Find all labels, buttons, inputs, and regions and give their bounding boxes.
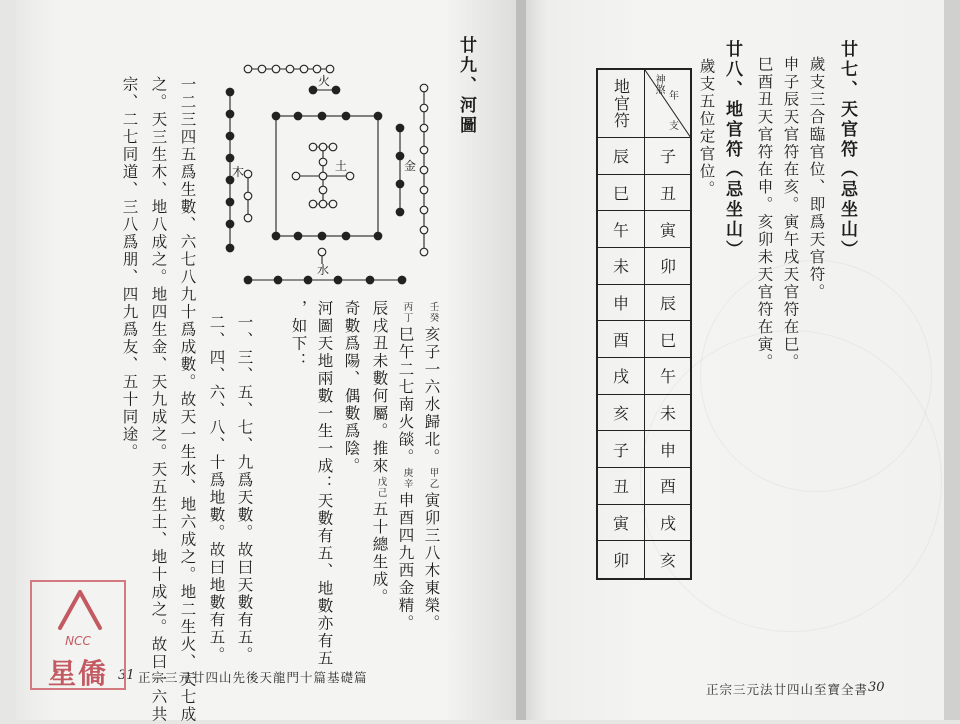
hetu-diagram (218, 52, 450, 294)
hetu-label-fire: 火 (318, 74, 331, 88)
stacked-chars: 庚 辛 (403, 468, 416, 490)
table-value-cell: 酉 (598, 321, 644, 358)
table-year-cell: 卯 (645, 248, 691, 285)
section-28-heading: 廿八、地官符（忌坐山） (722, 40, 742, 260)
table-year-cell: 未 (645, 395, 691, 432)
table-year-cell: 酉 (645, 468, 691, 505)
text-column-10: 之。天三生木、地八成之。地四生金、天九成之。天五生土、地十成之。故曰一六共 (149, 76, 168, 724)
text-column-9: 一二三四五爲生數、六七八九十爲成數。故天一生水、地六成之。地二生火、天七成 (178, 76, 197, 724)
section-27-heading: 廿七、天官符（忌坐山） (837, 40, 857, 260)
section-27-line-1: 歲支三合臨官位、即爲天官符。 (807, 56, 826, 301)
stacked-chars: 丙 丁 (403, 302, 416, 324)
text-column-1: 壬 癸 亥子一六水歸北。 甲 乙 寅卯三八木東榮。 (422, 302, 442, 632)
table-value-cell: 辰 (598, 138, 644, 175)
left-page-number: 31 (118, 668, 135, 683)
hetu-label-wood: 木 (232, 165, 245, 179)
right-page-number: 30 (868, 680, 885, 695)
table-header-cell: 神煞 年 支 (645, 70, 691, 138)
table-value-cell: 巳 (598, 175, 644, 212)
table-value-cell: 戌 (598, 358, 644, 395)
table-row-label: 地官符 (598, 70, 644, 138)
stacked-chars: 戊 己 (377, 477, 390, 499)
triangle-logo-icon (54, 588, 106, 632)
table-value-cell: 申 (598, 285, 644, 322)
hetu-label-metal: 金 (404, 159, 417, 173)
table-value-cell: 子 (598, 431, 644, 468)
earth-official-talisman-table (596, 68, 692, 580)
section-29-heading: 廿九、河圖 (456, 36, 476, 136)
table-year-cell: 寅 (645, 211, 691, 248)
table-branch-column (645, 70, 691, 578)
hetu-label-earth: 土 (335, 159, 348, 173)
text-column-5: 河圖天地兩數一生一成：天數有五、地數亦有五 (315, 300, 334, 668)
ncc-watermark-logo: NCC 星僑 (30, 580, 126, 690)
section-27-line-3: 巳酉丑天官符在申。亥卯未天官符在寅。 (755, 56, 774, 371)
table-value-cell: 未 (598, 248, 644, 285)
table-value-cell: 午 (598, 211, 644, 248)
table-value-cell: 寅 (598, 505, 644, 542)
table-year-cell: 巳 (645, 321, 691, 358)
table-year-cell: 戌 (645, 505, 691, 542)
text-column-7: 一、三、五、七、九爲天數。故曰天數有五。 (235, 314, 254, 664)
text-column-3: 辰戌丑未數何屬。推來 戊 己 五十總生成。 (370, 300, 390, 606)
text-column-4: 奇數爲陽、偶數爲陰。 (342, 300, 361, 475)
text-column-6: ，如下： (289, 300, 308, 370)
table-year-cell: 午 (645, 358, 691, 395)
stacked-chars: 壬 癸 (429, 302, 442, 324)
table-value-cell: 丑 (598, 468, 644, 505)
text-column-8: 二、四、六、八、十爲地數。故曰地數有五。 (207, 314, 226, 664)
left-running-footer: 正宗三元廿四山先後天龍門十篇基礎篇 (138, 670, 368, 685)
text-column-11: 宗、二七同道、三八爲朋、四九爲友、五十同途。 (120, 76, 139, 461)
right-running-footer: 正宗三元法廿四山至寶全書 (706, 682, 869, 697)
page-edge (944, 0, 960, 720)
book-gutter (516, 0, 526, 720)
section-27-line-2: 申子辰天官符在亥。寅午戌天官符在巳。 (781, 56, 800, 371)
hetu-label-water: 水 (317, 263, 330, 277)
table-value-cell: 卯 (612, 551, 629, 571)
table-year-cell: 丑 (645, 175, 691, 212)
table-label-column (598, 70, 645, 578)
section-28-line: 歲支五位定官位。 (697, 58, 716, 198)
table-value-cell: 亥 (598, 395, 644, 432)
table-year-cell: 申 (645, 431, 691, 468)
table-year-cell: 辰 (645, 285, 691, 322)
table-year-cell: 子 (645, 138, 691, 175)
diagonal-header-icon (645, 70, 691, 138)
stacked-chars: 甲 乙 (429, 468, 442, 490)
text-column-2: 丙 丁 巳午二七南火燄。 庚 辛 申酉四九西金精。 (396, 302, 416, 632)
table-year-cell: 亥 (659, 551, 676, 571)
